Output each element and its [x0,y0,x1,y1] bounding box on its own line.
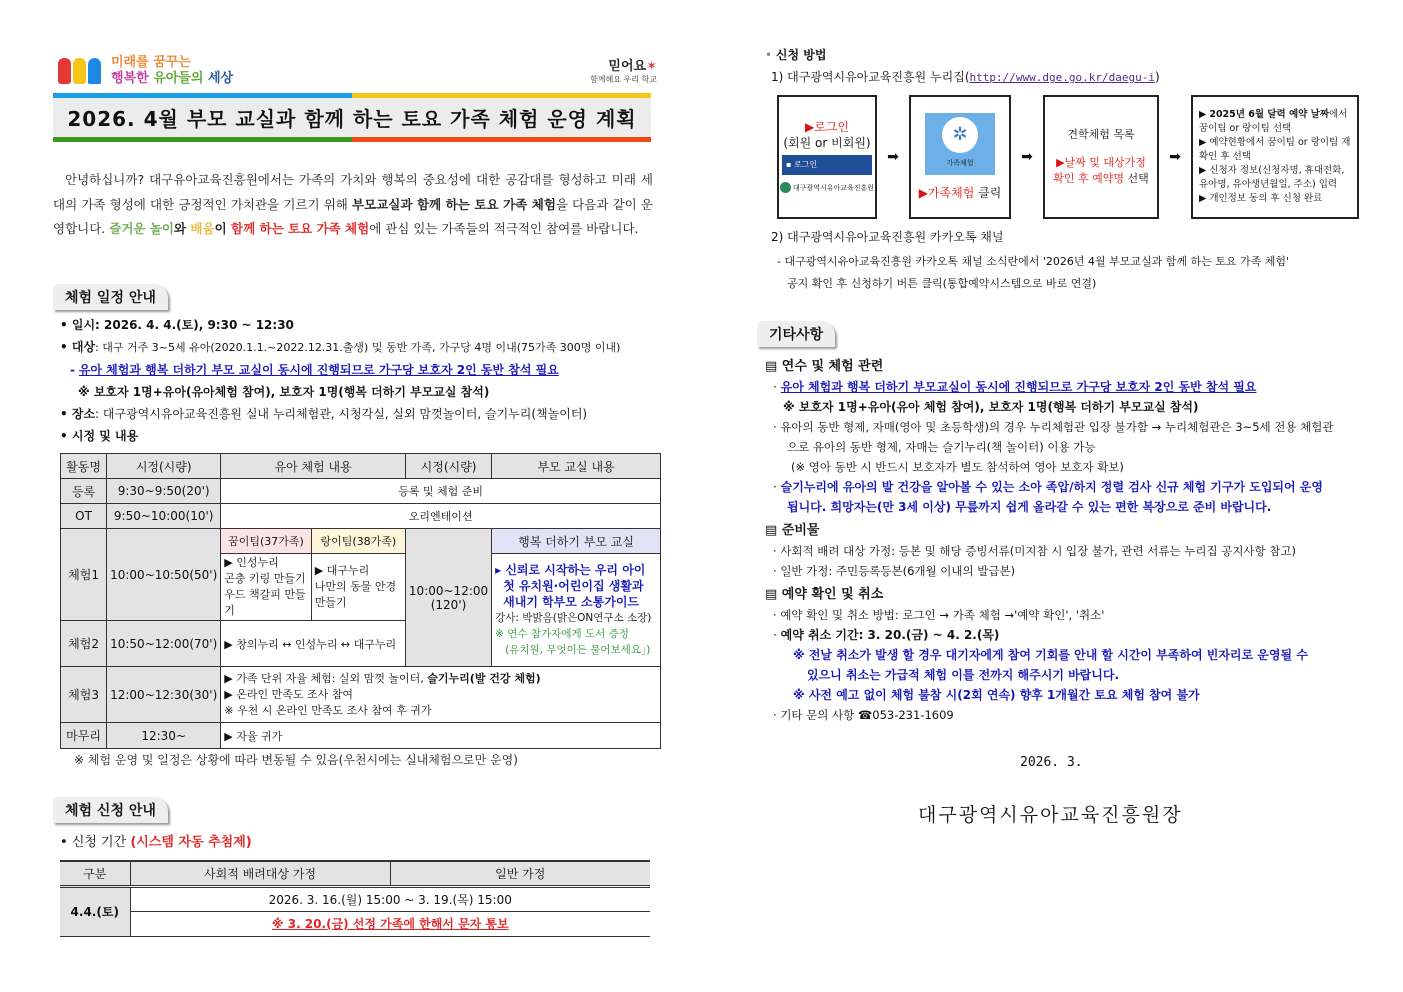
table-row-end: 마무리 12:30~ ▶ 자율 귀가 [61,723,661,749]
col-parent-content: 부모 교실 내용 [492,454,661,479]
table-row-exp1-teams: 체험1 10:00~10:50(50') 꿈이팀(37가족) 랑이팀(38가족) 10:00~12:00 (120') 행복 더하기 부모 교실 [61,529,661,554]
schedule-footnote: ※ 체험 운영 및 일정은 상황에 따라 변동될 수 있음(우천시에는 실내체험으로만 운영) [74,753,518,767]
intro-paragraph: 안녕하십니까? 대구유아교육진흥원에서는 가족의 가치와 행복의 중요성에 대한 공감대를 형성하고 미래 세대의 가족 형성에 대한 긍정적인 가치관을 기르기 위해 부모교실과 함께 하는 토요 가족 체험을 다음과 같이 운영합니다. 즐거운 놀이와 배움이 함께 하는 토요 가족 체험에 관심 있는 가족들의 적극적인 참여를 바랍니다. [53,172,653,236]
guardian-notice: - 유아 체험과 행복 더하기 부모 교실이 동시에 진행되므로 가구당 보호자 2인 동반 참석 필요 [70,363,559,377]
flow-arrow: ➡ [1169,149,1181,165]
flow-step-login: ▶로그인 (회원 or 비회원) ▪ 로그인 대구광역시유아교육진흥원 [777,95,877,219]
guardian-note: ※ 보호자 1명+유아(유아체험 참여), 보호자 1명(행복 더하기 부모교실 참석) [78,385,490,399]
flow-step-family: ✲ 가족체험 ▶가족체험 클릭 [909,95,1011,219]
nurijip-link[interactable]: http://www.dge.go.kr/daegu-i [969,71,1155,84]
apply-period-value: 2026. 3. 16.(월) 15:00 ~ 3. 19.(목) 15:00 [130,886,650,911]
school-logo-sub: 함께해요 우리 학교 [590,75,657,84]
slogan-children: 유아들의 [153,71,204,86]
prep-heading: ▤ 준비물 [765,523,820,538]
people-icon: ✶ [646,59,657,74]
target-item: • 대상: 대구 거주 3~5세 유아(2020.1.1.~2022.12.31.출생) 및 동반 가족, 가구당 4명 이내(75가족 300명 이내) [60,340,621,354]
document-date: 2026. 3. [1020,755,1083,770]
apply-flow-diagram [777,95,1359,219]
slogan-world: 세상 [207,71,234,86]
method-2: 2) 대구광역시유아교육진흥원 카카오톡 채널 [771,230,1004,244]
apply-table [60,860,650,937]
col-child-content: 유아 체험 내용 [221,454,406,479]
family-experience-icon: ✲ 가족체험 [925,113,995,175]
col-social-care: 사회적 배려대상 가정 [130,861,390,886]
slogan-happy: 행복한 [111,71,149,86]
table-row-ot: OT 9:50~10:00(10') 오리엔테이션 [61,504,661,529]
place-item: • 장소: 대구광역시유아교육진흥원 실내 누리체험관, 시청각실, 실외 맘껏놀이터, 슬기누리(책놀이터) [60,407,588,421]
method-1: 1) 대구광역시유아교육진흥원 누리집(http://www.dge.go.kr/daegu-i) [771,70,1160,84]
pinwheel-icon: ✲ [942,117,978,153]
flow-step-list: 견학체험 목록 ▶날짜 및 대상가정 확인 후 예약명 선택 [1043,95,1159,219]
section-tab-etc: 기타사항 [757,321,835,347]
flow-arrow: ➡ [1021,149,1033,165]
school-logo-main: 믿어요 [608,59,647,74]
method-2-detail: - 대구광역시유아교육진흥원 카카오톡 채널 소식란에서 '2026년 4월 부모교실과 함께 하는 토요 가족 체험' 공지 확인 후 신청하기 버튼 클릭(통합예약시스템으로 바로 연결) [777,255,1290,290]
schedule-details [60,314,660,447]
apply-date: 4.4.(토) [60,886,130,936]
col-parent-time: 시정(시량) [405,454,491,479]
table-row-exp3: 체험3 12:00~12:30(30') ▶ 가족 단위 자율 체험: 실외 맘껏 놀이터, 슬기누리(발 건강 체험) ▶ 온라인 만족도 조사 참여 ※ 우천 시 온라인 만족도 조사 참여 후 귀가 [61,667,661,723]
col-time: 시정(시량) [107,454,221,479]
slogan-logo [58,55,233,87]
flow-step-complete: ▶ 2025년 6월 달력 예약 날짜에서 꿈이팀 or 랑이팀 선택 ▶ 예약현황에서 꿈이팀 or 랑이팀 재확인 후 선택 ▶ 신청자 정보(신청자명, 휴대전화, 유아명, 유아생년월일, 주소) 입력 ▶ 개인정보 동의 후 신청 완료 [1191,95,1359,219]
table-row-registration: 등록 9:30~9:50(20') 등록 및 체험 준비 [61,479,661,504]
col-activity: 활동명 [61,454,107,479]
school-logo [575,55,657,85]
col-general: 일반 가정 [390,861,650,886]
reserve-heading: ▤ 예약 확인 및 취소 [765,587,884,602]
etc-content: ▤ 연수 및 체험 관련 · 유아 체험과 행복 더하기 부모교실이 동시에 진행되므로 가구당 보호자 2인 동반 참석 필요 ※ 보호자 1명+유아(유아 체험 참여), 보호자 1명(행복 더하기 부모교실 참석) · 유아의 동반 형제, 자매(영아 및 초등학생)의 경우 누리체험관 입장 불가함 → 누리체험관은 3~5세 전용 체험관 으로 유아의 동반 형제, 자매는 슬기누리(책 놀이터) 이용 가능 (※ 영아 동반 시 반드시 보호자가 별도 참석하여 영아 보호자 확보) · 슬기누리에 유아의 발 건강을 알아볼 수 있는 소아 족압/하지 정렬 검사 신규 체험 기구가 도입되어 운영 됩니다. 희망자는(만 3세 이상) 무릎까지 쉽게 올라갈 수 있는 편한 복장으로 준비 바랍니다. ▤ 준비물 · 사회적 배려 대상 가정: 등본 및 해당 증빙서류(미지참 시 입장 불가, 관련 서류는 누리집 공지사항 참고) · 일반 가정: 주민등록등본(6개월 이내의 발급본) ▤ 예약 확인 및 취소 · 예약 확인 및 취소 방법: 로그인 → 가족 체험 →'예약 확인', '취소' · 예약 취소 기간: 3. 20.(금) ~ 4. 2.(목) ※ 전날 취소가 발생 할 경우 대기자에게 참여 기회를 안내 할 시간이 부족하여 빈자리로 운영될 수 있으니 취소는 가급적 체험 이틀 전까지 해주시기 바랍니다. ※ 사전 예고 없이 체험 불참 시(2회 연속) 향후 1개월간 토요 체험 참여 불가 · 기타 문의 사항 ☎053-231-1609 [765,357,1365,725]
date-item: • 일시: 2026. 4. 4.(토), 9:30 ~ 12:30 [60,318,294,332]
mascot-icon [58,58,101,84]
page-title: 2026. 4월 부모 교실과 함께 하는 토요 가족 체험 운영 계획 [53,98,651,137]
slogan-line1: 미래를 꿈꾸는 [111,55,191,70]
section-tab-apply: 체험 신청 안내 [53,797,168,823]
schedule-table [60,453,661,749]
login-button-image: ▪ 로그인 [782,155,872,175]
flow-arrow: ➡ [887,149,899,165]
title-bar-bottom [53,137,651,142]
method-heading: • 신청 방법 [765,48,827,62]
apply-period: • 신청 기간 (시스템 자동 추첨제) [60,835,252,850]
org-logo-icon [780,182,791,193]
training-heading: ▤ 연수 및 체험 관련 [765,359,884,374]
time-content-item: • 시정 및 내용 [60,429,139,443]
section-tab-schedule: 체험 일정 안내 [53,284,168,310]
table-row-exp2: 체험2 10:50~12:00(70') ▶ 창의누리 ↔ 인성누리 ↔ 대구누리 [61,621,661,667]
table-row-exp1-content: ▶ 인성누리 곤충 키링 만들기 우드 책갈피 만들기 ▶ 대구누리 나만의 동물 안경 만들기 ▸ 신뢰로 시작하는 우리 아이 첫 유치원·어린이집 생활과 새내기 학부모 소통가이드 강사: 박밝음(밝은ON연구소 소장) ※ 연수 참가자에게 도서 증정 (유치원, 무엇이든 물어보세요」) [61,554,661,621]
col-category: 구분 [60,861,130,886]
apply-notify: ※ 3. 20.(금) 선정 가족에 한해서 문자 통보 [271,917,509,931]
signature: 대구광역시유아교육진흥원장 [918,804,1183,826]
